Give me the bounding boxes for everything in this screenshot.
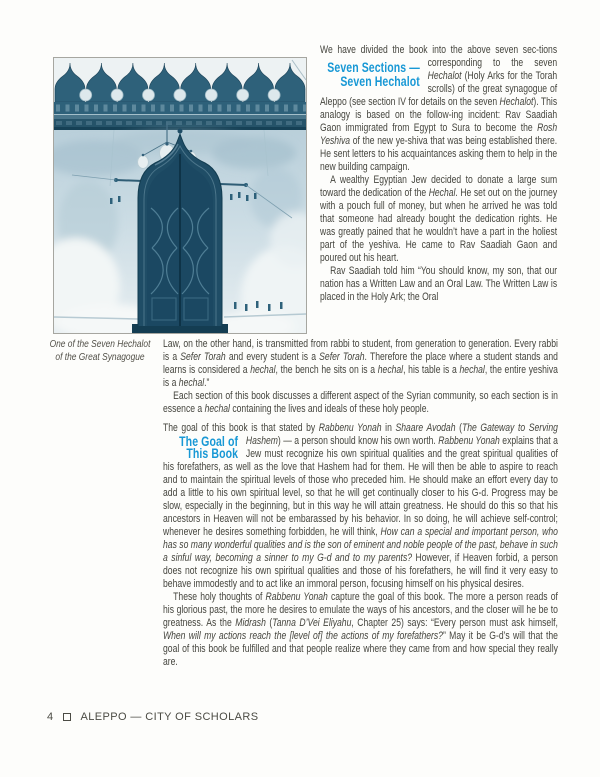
paragraph-oral-law-continuation (163, 338, 558, 390)
text-run: tions corresponding to the seven Hechalot (Holy Arks for the Torah scrolls) of the great synagogue of Aleppo (see section IV for details on the seven Hechalot). This analogy is based on the follow-ing incident: Rav Saadiah Gaon immigrated from Egypt to Sura to become the Rosh Yeshiva of the new ye-shiva that was being established there. He sent letters to his acquaintances asking them to help in the new building campaign. (320, 44, 558, 173)
text-run: We have divided the book into the above seven sec- (320, 44, 539, 56)
text-run: A wealthy Egyptian Jew decided to donate a large sum toward the dedication of the Hechal. He set out on the journey with a pouch full of money, but when he arrived he was told that someone had already bought the dedication rights. He was greatly pained that he wouldn’t have a part in the holiest part of the yeshiva. He came to Rav Saadiah Gaon and poured out his heart. (320, 174, 558, 264)
heading-goal-of-book: The Goal of This Book (179, 434, 239, 461)
cornice (54, 102, 306, 130)
caption-line: One of the Seven Hechalot (49, 338, 151, 350)
book-title: ALEPPO — CITY OF SCHOLARS (80, 711, 259, 723)
right-column (320, 44, 557, 304)
paragraph-rav-saadiah (320, 265, 557, 304)
text-run: The goal of this book is that stated by Rabbenu Yonah in Shaare Avodah (The Gateway to (163, 422, 529, 434)
synagogue-photo (54, 58, 306, 333)
paragraph-intro (320, 44, 557, 174)
paragraph-each-section (163, 390, 558, 416)
page-number: 4 (47, 711, 54, 723)
paragraph-goal (163, 422, 558, 591)
main-column (163, 338, 558, 669)
text-run: These holy thoughts of Rabbenu Yonah capture the goal of this book. The more a person reads of his glorious past, the more he desires to emulate the ways of his ancestors, and the closer will he be to greatness. As the Midrash (Tanna D’Vei Eliyahu, Chapter 25) says: “Every person must ask himself, When will my actions reach the [level of] the actions of my forefathers?” May it be G-d’s will that the goal of this book be fulfilled and that people realize where they came from and how special they really are. (163, 591, 558, 668)
figure-frame (53, 57, 307, 334)
text-run: Rav Saadiah told him “You should know, my son, that our nation has a Written Law and an Oral Law. The Written Law is placed in the Holy Ark; the Oral (320, 265, 558, 303)
paragraph-wealthy-jew (320, 174, 557, 265)
text-run: Law, on the other hand, is transmitted from rabbi to student, from generation to generation. Every rabbi is a Sefer Torah and every student is a Sefer Torah. Therefore the place where a student stands and learns is considered a hechal, the bench he sits on is a hechal, his table is a hechal, the entire yeshiva is a hechal.” (163, 338, 558, 389)
footer-square-icon (63, 713, 71, 721)
text-run: Serving Hashem) — a person should know his own worth. Rabbenu Yonah explains that a Jew must recognize his own spiritual qualities and the great spiritual qualities of his forefathers, as well as the love that Hashem had for them. He will then be able to aspire to reach and to maintain the spiritual levels of those who preceded him. He should make an effort every day to add a little to his own spiritual level, so that he will get continually closer to his G-d. Progress may be slow, especially in the beginning, but in this way he will attain greatness. He should do this so that his ancestors in Heaven will not be embarassed by his behavior. In so doing, he will achieve self-control; whenever he desires something forbidden, he will think, How can a special and important person, who has so many wonderful qualities and is the son of eminent and noble people of the past, behave in such a sinful way, becoming a sinner to my G-d and to my parents? However, if Heaven forbid, a person does not recognize his own spiritual qualities and those of his forefathers, he will find it very easy to behave immodestly and to act like an immoral person, focusing himself on his physical desires. (163, 422, 558, 590)
paragraph-these-holy-thoughts (163, 591, 558, 669)
text-run: Each section of this book discusses a different aspect of the Syrian community, so each section is in essence a hechal containing the lives and ideals of these holy people. (163, 390, 558, 415)
page-footer (47, 711, 258, 723)
caption-line: of the Great Synagogue (55, 350, 145, 363)
figure-caption (40, 338, 160, 363)
heading-seven-sections: Seven Sections — Seven Hechalot (327, 60, 420, 89)
